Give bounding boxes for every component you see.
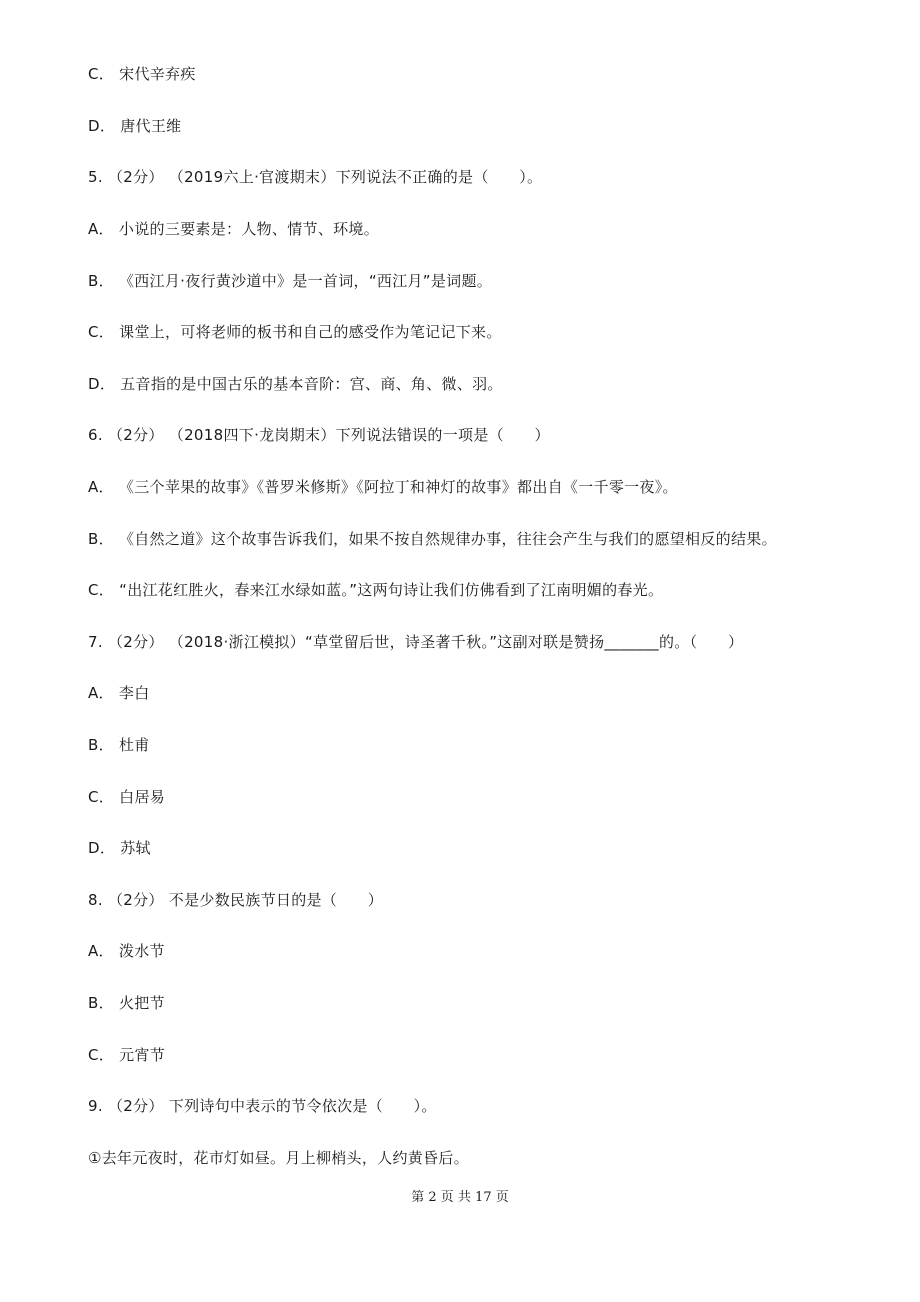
option-a-q7: A． 李白 [88,684,150,702]
page-footer: 第 2 页 共 17 页 [411,1190,509,1205]
option-c-q7: C． 白居易 [88,788,166,806]
option-c-q8: C． 元宵节 [88,1046,166,1064]
option-c-q4: C． 宋代辛弃疾 [88,65,196,83]
question-5: 5. （2分） （2019六上·官渡期末）下列说法不正确的是（ ）。 [88,168,543,186]
option-d-q4: D． 唐代王维 [88,117,182,135]
option-b-q6: B． 《自然之道》这个故事告诉我们，如果不按自然规律办事，往往会产生与我们的愿望相反的结果。 [88,530,777,548]
question-7: 7. （2分） （2018·浙江模拟）“草堂留后世，诗圣著千秋。”这副对联是赞扬_______的。（ ） [88,633,744,651]
option-d-q5: D． 五音指的是中国古乐的基本音阶：宫、商、角、微、羽。 [88,375,503,393]
option-c-q6: C． “出江花红胜火，春来江水绿如蓝。”这两句诗让我们仿佛看到了江南明媚的春光。 [88,581,664,599]
option-a-q5: A． 小说的三要素是：人物、情节、环境。 [88,220,380,238]
option-a-q6: A． 《三个苹果的故事》《普罗米修斯》《阿拉丁和神灯的故事》都出自《一千零一夜》。 [88,478,678,496]
question-8: 8. （2分） 不是少数民族节日的是（ ） [88,891,383,909]
poem-line-1: ①去年元夜时，花市灯如昼。月上柳梢头，人约黄昏后。 [88,1149,469,1167]
option-a-q8: A． 泼水节 [88,942,165,960]
option-c-q5: C． 课堂上，可将老师的板书和自己的感受作为笔记记下来。 [88,323,502,341]
question-9: 9. （2分） 下列诗句中表示的节令依次是（ ）。 [88,1097,437,1115]
option-b-q7: B． 杜甫 [88,736,150,754]
option-b-q8: B． 火把节 [88,994,165,1012]
option-b-q5: B． 《西江月·夜行黄沙道中》是一首词，“西江月”是词题。 [88,272,493,290]
option-d-q7: D． 苏轼 [88,839,151,857]
question-6: 6. （2分） （2018四下·龙岗期末）下列说法错误的一项是（ ） [88,426,550,444]
